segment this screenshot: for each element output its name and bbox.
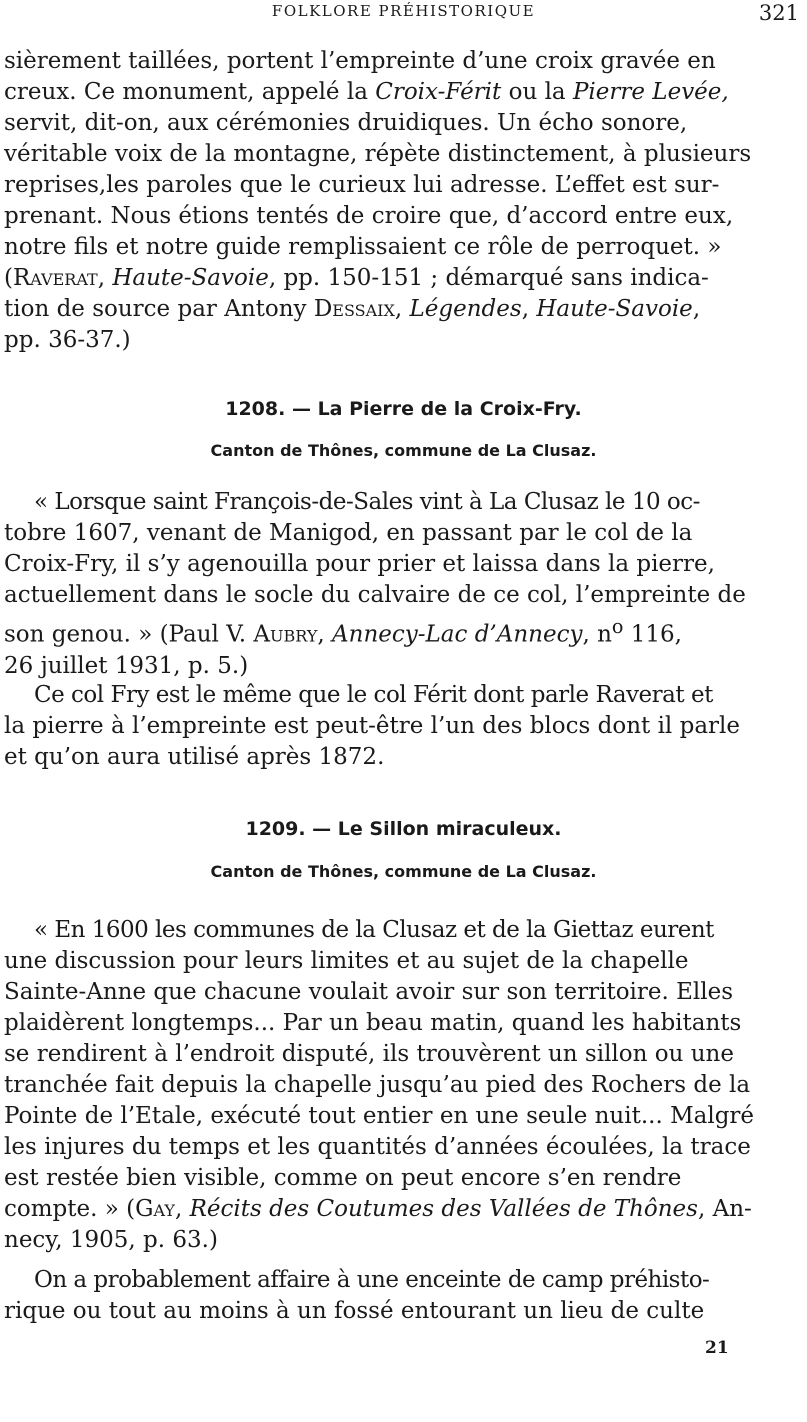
text-line: Sainte-Anne que chacune voulait avoir sur son territoire. Elles (4, 979, 734, 1005)
text-line: et qu’on aura utilisé après 1872. (4, 744, 385, 770)
section-title-1208: 1208. — La Pierre de la Croix-Fry. (225, 398, 582, 420)
text-line: prenant. Nous étions tentés de croire que, d’accord entre eux, (4, 203, 734, 229)
text-line: sièrement taillées, portent l’empreinte d’une croix gravée en (4, 48, 716, 74)
paragraph-comment-1209 (4, 1265, 801, 1327)
text-line: 26 juillet 1931, p. 5.) (4, 652, 249, 679)
text-line: « En 1600 les communes de la Clusaz et de la Giettaz eurent (34, 917, 714, 943)
text-line: Croix-Fry, il s’y agenouilla pour prier et laissa dans la pierre, (4, 551, 715, 577)
text-line: rique ou tout au moins à un fossé entourant un lieu de culte (4, 1298, 705, 1324)
text-line: plaidèrent longtemps... Par un beau matin, quand les habitants (4, 1010, 742, 1036)
paragraph-continuation (4, 46, 801, 356)
text-line: tobre 1607, venant de Manigod, en passant par le col de la (4, 520, 693, 546)
printer-signature: 21 (705, 1338, 729, 1358)
text-line: une discussion pour leurs limites et au sujet de la chapelle (4, 948, 689, 974)
text-line: Ce col Fry est le même que le col Férit dont parle Raverat et (34, 682, 713, 708)
text-line: les injures du temps et les quantités d’années écoulées, la trace (4, 1134, 751, 1160)
page-number: 321 (758, 1, 799, 25)
page-header (0, 2, 807, 28)
text-line: necy, 1905, p. 63.) (4, 1227, 218, 1253)
text-line: Pointe de l’Etale, exécuté tout entier en une seule nuit... Malgré (4, 1103, 755, 1129)
text-line: véritable voix de la montagne, répète distinctement, à plusieurs (4, 141, 752, 167)
paragraph-comment-1208 (4, 680, 801, 773)
text-line: (Raverat, Haute-Savoie, pp. 150-151 ; démarqué sans indica- (4, 265, 709, 291)
paragraph-quote-1209 (4, 915, 801, 1256)
text-line: notre fils et notre guide remplissaient ce rôle de perroquet. » (4, 234, 722, 260)
text-line: pp. 36-37.) (4, 327, 131, 353)
text-line: reprises,les paroles que le curieux lui adresse. L’effet est sur- (4, 172, 720, 198)
section-title-1209: 1209. — Le Sillon miraculeux. (245, 818, 562, 840)
text-line: On a probablement affaire à une enceinte de camp préhisto- (34, 1267, 710, 1293)
text-line: creux. Ce monument, appelé la Croix-Férit ou la Pierre Levée, (4, 79, 729, 105)
text-line: tranchée fait depuis la chapelle jusqu’au pied des Rochers de la (4, 1072, 751, 1098)
text-line: servit, dit-on, aux cérémonies druidiques. Un écho sonore, (4, 110, 688, 136)
text-line: compte. » (Gay, Récits des Coutumes des Vallées de Thônes, An- (4, 1196, 752, 1222)
text-line: actuellement dans le socle du calvaire de ce col, l’empreinte de (4, 582, 746, 608)
paragraph-quote-1208 (4, 487, 801, 682)
section-subtitle-1209: Canton de Thônes, commune de La Clusaz. (210, 862, 597, 881)
text-line: « Lorsque saint François-de-Sales vint à La Clusaz le 10 oc- (34, 489, 700, 515)
text-line: son genou. » (Paul V. Aubry, Annecy-Lac d’Annecy, $n^o$ 116, (4, 615, 682, 648)
text-line: se rendirent à l’endroit disputé, ils trouvèrent un sillon ou une (4, 1041, 734, 1067)
text-line: tion de source par Antony Dessaix, Légendes, Haute-Savoie, (4, 296, 701, 322)
running-title: FOLKLORE PRÉHISTORIQUE (271, 2, 536, 20)
text-line: est restée bien visible, comme on peut encore s’en rendre (4, 1165, 682, 1191)
section-subtitle-1208: Canton de Thônes, commune de La Clusaz. (210, 441, 597, 460)
text-line: la pierre à l’empreinte est peut-être l’un des blocs dont il parle (4, 713, 740, 739)
